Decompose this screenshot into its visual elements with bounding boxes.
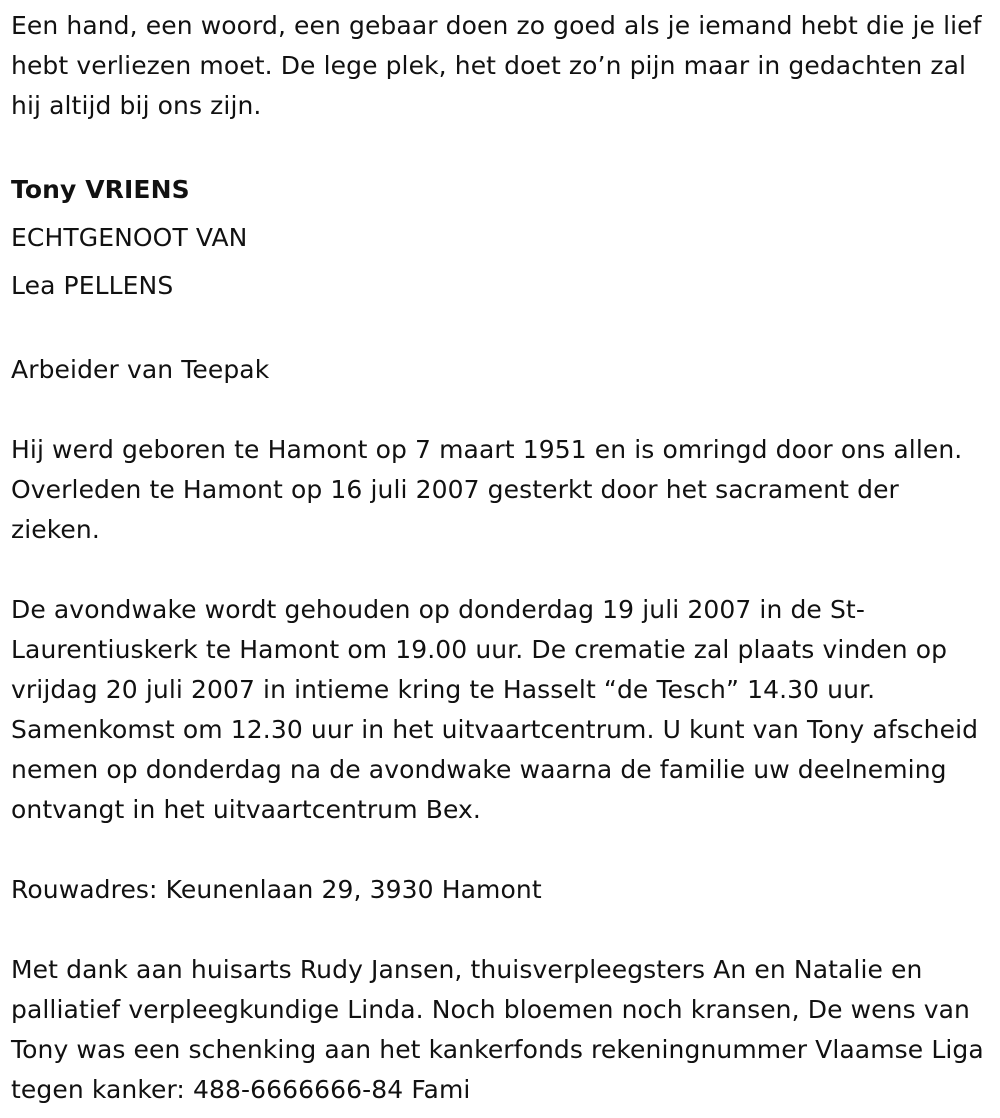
thanks-paragraph: Met dank aan huisarts Rudy Jansen, thuisverpleegsters An en Natalie en palliatief verpleegkundige Linda. Noch bloemen noch kransen, De wens van Tony was een schenking aan het kankerfonds rekeningnummer Vlaamse Liga tegen kanker: 488-6666666-84 Fami [11,955,984,1104]
mourning-address: Rouwadres: Keunenlaan 29, 3930 Hamont [11,875,542,904]
relation-label: ECHTGENOOT VAN [11,223,248,252]
spacer [11,310,991,350]
spacer [11,910,991,950]
spacer [11,126,991,166]
spacer [11,390,991,430]
intro-paragraph: Een hand, een woord, een gebaar doen zo goed als je iemand hebt die je lief hebt verliezen moet. De lege plek, het doet zo’n pijn maar in gedachten zal hij altijd bij ons zijn. [11,11,982,120]
spouse-name: Lea PELLENS [11,271,174,300]
birth-death-paragraph: Hij werd geboren te Hamont op 7 maart 1951 en is omringd door ons allen. Overleden te Hamont op 16 juli 2007 gesterkt door het sacrament der zieken. [11,435,963,544]
spacer [11,550,991,590]
ceremony-paragraph: De avondwake wordt gehouden op donderdag 19 juli 2007 in de St-Laurentiuskerk te Hamont om 19.00 uur. De crematie zal plaats vinden op vrijdag 20 juli 2007 in intieme kring te Hasselt “de Tesch” 14.30 uur. Samenkomst om 12.30 uur in het uitvaartcentrum. U kunt van Tony afscheid nemen op donderdag na de avondwake waarna de familie uw deelneming ontvangt in het uitvaartcentrum Bex. [11,595,979,824]
spacer [11,830,991,870]
obituary-text [11,6,991,1110]
occupation: Arbeider van Teepak [11,355,270,384]
deceased-name: Tony VRIENS [11,175,190,204]
